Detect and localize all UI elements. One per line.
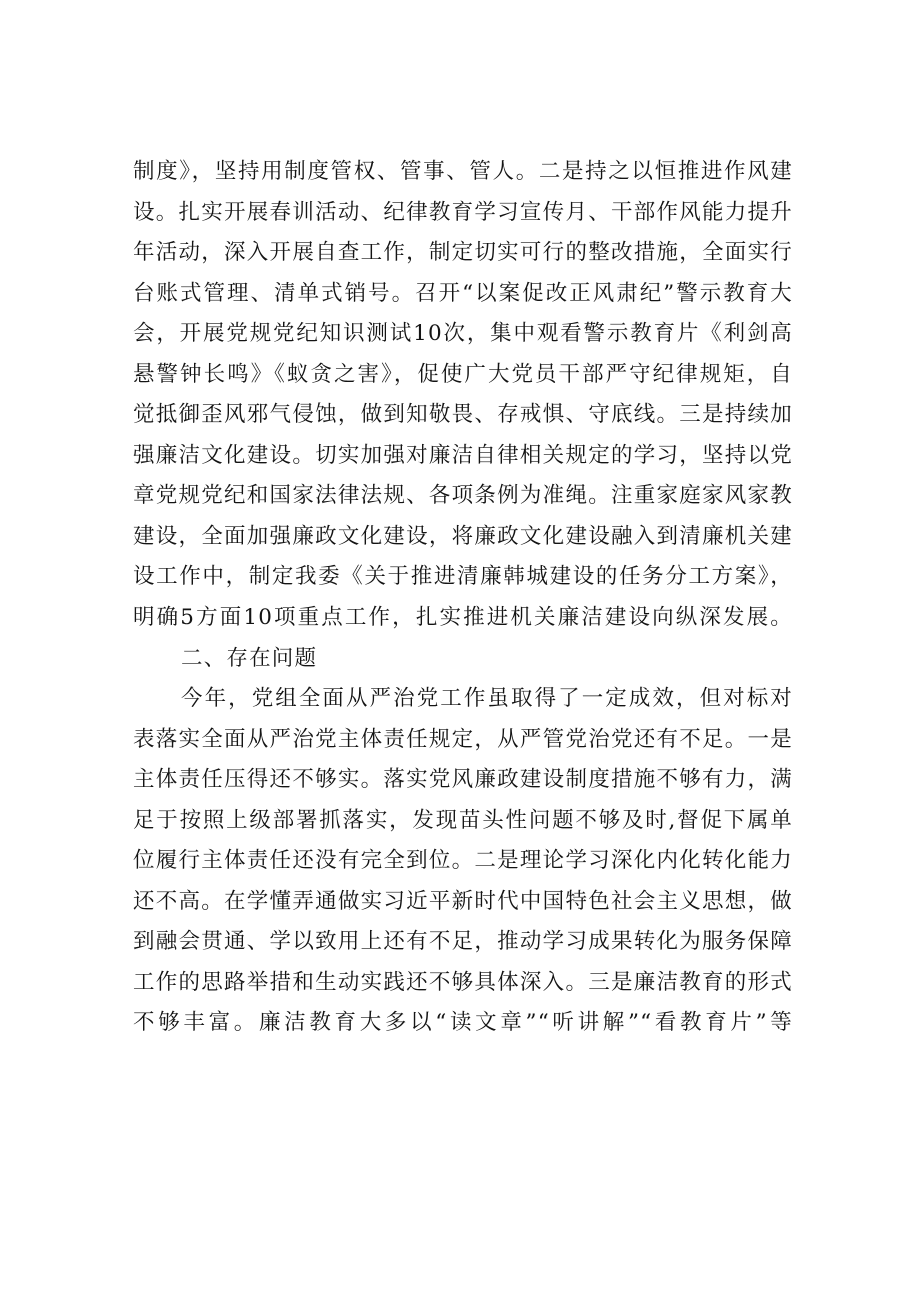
paragraph-line: 建设，全面加强廉政文化建设，将廉政文化建设融入到清廉机关建 [133,523,793,549]
document-body [133,152,793,1044]
paragraph-line: 还不高。在学懂弄通做实习近平新时代中国特色社会主义思想，做 [133,888,793,914]
paragraph-line: 会，开展党规党纪知识测试10次，集中观看警示教育片《利剑高 [133,321,793,347]
paragraph-line: 今年，党组全面从严治党工作虽取得了一定成效，但对标对 [181,686,793,712]
paragraph-2 [133,679,793,1044]
paragraph-line: 到融会贯通、学以致用上还有不足，推动学习成果转化为服务保障 [133,929,793,955]
paragraph-line: 悬警钟长鸣》《蚁贪之害》，促使广大党员干部严守纪律规矩，自 [133,361,793,387]
paragraph-line: 章党规党纪和国家法律法规、各项条例为准绳。注重家庭家风家教 [133,483,793,509]
paragraph-line: 台账式管理、清单式销号。召开“以案促改正风肃纪”警示教育大 [133,280,793,306]
paragraph-line: 主体责任压得还不够实。落实党风廉政建设制度措施不够有力，满 [133,767,793,793]
paragraph-line: 年活动，深入开展自查工作，制定切实可行的整改措施，全面实行 [133,240,793,266]
paragraph-1 [133,152,793,639]
paragraph-line: 不够丰富。廉洁教育大多以“读文章”“听讲解”“看教育片”等 [133,1010,793,1036]
paragraph-line: 制度》，坚持用制度管权、管事、管人。二是持之以恒推进作风建 [133,159,793,184]
paragraph-line: 工作的思路举措和生动实践还不够具体深入。三是廉洁教育的形式 [133,969,793,995]
paragraph-line: 强廉洁文化建设。切实加强对廉洁自律相关规定的学习，坚持以党 [133,442,793,468]
paragraph-line: 设工作中，制定我委《关于推进清廉韩城建设的任务分工方案》， [133,564,793,590]
paragraph-line: 设。扎实开展春训活动、纪律教育学习宣传月、干部作风能力提升 [133,199,793,225]
paragraph-line: 位履行主体责任还没有完全到位。二是理论学习深化内化转化能力 [133,848,793,874]
paragraph-line: 足于按照上级部署抓落实，发现苗头性问题不够及时,督促下属单 [133,807,793,833]
paragraph-line: 觉抵御歪风邪气侵蚀，做到知敬畏、存戒惧、守底线。三是持续加 [133,402,793,428]
paragraph-line: 明确5方面10项重点工作，扎实推进机关廉洁建设向纵深发展。 [133,605,793,631]
paragraph-line: 表落实全面从严治党主体责任规定，从严管党治党还有不足。一是 [133,726,793,752]
section-heading: 二、存在问题 [181,645,318,671]
